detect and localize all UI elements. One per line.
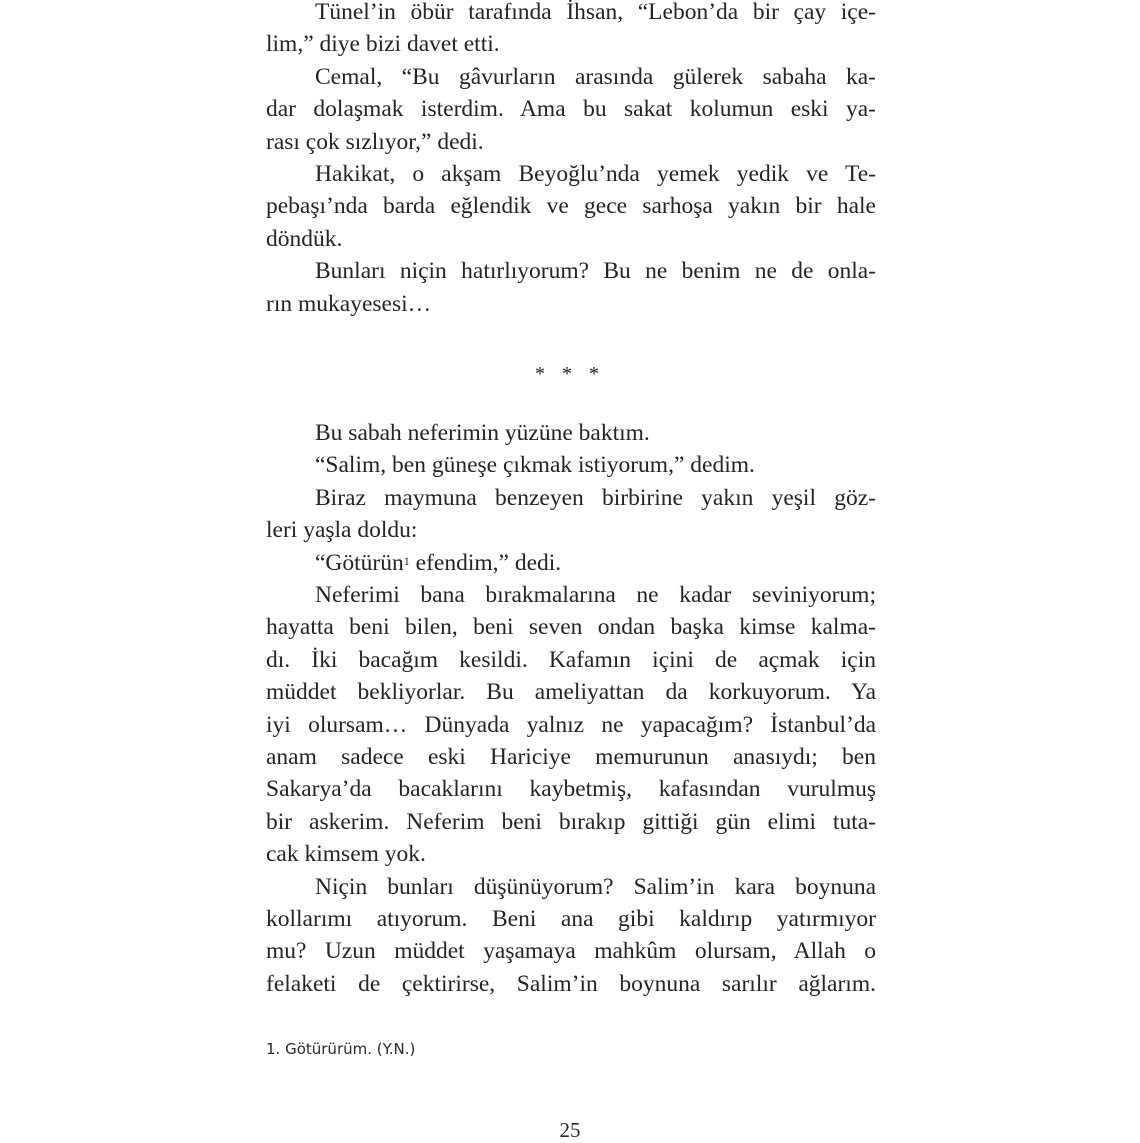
text-line (266, 0, 876, 28)
text-line (266, 871, 876, 903)
line-text: rın mukayesesi… (266, 290, 432, 317)
text-line (266, 190, 876, 222)
line-text: iyi olursam… Dünyada yalnız ne yapacağım? İstanbul’da (266, 711, 876, 738)
line-text: hayatta beni bilen, beni seven ondan başka kimse kalma- (266, 614, 876, 641)
line-text: Hakikat, o akşam Beyoğlu’nda yemek yedik ve Te- (315, 161, 876, 187)
line-text: anam sadece eski Hariciye memurunun anasıydı; ben (266, 744, 876, 770)
text-line (266, 61, 876, 93)
line-text: “Götürün (315, 549, 404, 576)
text-line (266, 644, 876, 676)
line-text: Niçin bunları düşünüyorum? Salim’in kara boynuna (315, 873, 876, 900)
text-line (266, 611, 876, 643)
line-text: leri yaşla doldu: (266, 517, 418, 544)
line-text: bir askerim. Neferim beni bırakıp gittiği gün elimi tuta- (266, 808, 876, 835)
line-text: Cemal, “Bu gâvurların arasında gülerek sabaha ka- (315, 63, 876, 90)
line-text: döndük. (266, 225, 343, 252)
text-line (266, 806, 876, 838)
line-text: dar dolaşmak isterdim. Ama bu sakat kolumun eski ya- (266, 96, 876, 123)
line-text: felaketi de çektirirse, Salim’in boynuna sarılır ağlarım. (266, 970, 876, 997)
line-text: lim,” diye bizi davet etti. (266, 31, 500, 58)
text-line (266, 288, 876, 320)
line-text: rası çok sızlıyor,” dedi. (266, 128, 484, 155)
line-text: dı. İki bacağım kesildi. Kafamın içini de açmak için (266, 646, 876, 673)
line-text: Bunları niçin hatırlıyorum? Bu ne benim ne de onla- (315, 258, 876, 285)
line-text: “Salim, ben güneşe çıkmak istiyorum,” dedim. (315, 452, 755, 479)
page-number: 25 (559, 1118, 581, 1142)
text-line (266, 903, 876, 935)
text-line (266, 223, 876, 255)
text-line (266, 547, 876, 579)
text-line (266, 773, 876, 805)
line-text: Biraz maymuna benzeyen birbirine yakın yeşil göz- (315, 484, 876, 511)
text-line (266, 93, 876, 125)
footnote: 1. Götürürüm. (Y.N.) (266, 1040, 416, 1058)
text-line (266, 838, 876, 870)
text-line (266, 417, 876, 449)
text-line (266, 579, 876, 611)
footnote-reference: 1 (403, 553, 410, 568)
text-line (266, 935, 876, 967)
section-separator: * * * (535, 363, 605, 385)
text-line (266, 676, 876, 708)
line-text: Neferimi bana bırakmalarına ne kadar seviniyorum; (315, 582, 876, 608)
text-line (266, 968, 876, 1000)
text-line (266, 158, 876, 190)
line-text: Tünel’in öbür tarafında İhsan, “Lebon’da bir çay içe- (315, 0, 876, 25)
text-line (266, 449, 876, 481)
text-line (266, 741, 876, 773)
line-text-continued: efendim,” dedi. (409, 549, 562, 576)
line-text: Bu sabah neferimin yüzüne baktım. (315, 420, 650, 446)
text-line (266, 255, 876, 287)
text-line (266, 482, 876, 514)
line-text: mu? Uzun müddet yaşamaya mahkûm olursam, Allah o (266, 938, 876, 965)
line-text: kollarımı atıyorum. Beni ana gibi kaldırıp yatırmıyor (266, 906, 876, 932)
text-line (266, 514, 876, 546)
line-text: müddet bekliyorlar. Bu ameliyattan da korkuyorum. Ya (266, 679, 876, 706)
line-text: cak kimsem yok. (266, 841, 426, 868)
text-line (266, 126, 876, 158)
text-line (266, 28, 876, 60)
line-text: Sakarya’da bacaklarını kaybetmiş, kafasından vurulmuş (266, 776, 876, 803)
text-line (266, 709, 876, 741)
line-text: pebaşı’nda barda eğlendik ve gece sarhoşa yakın bir hale (266, 193, 876, 220)
